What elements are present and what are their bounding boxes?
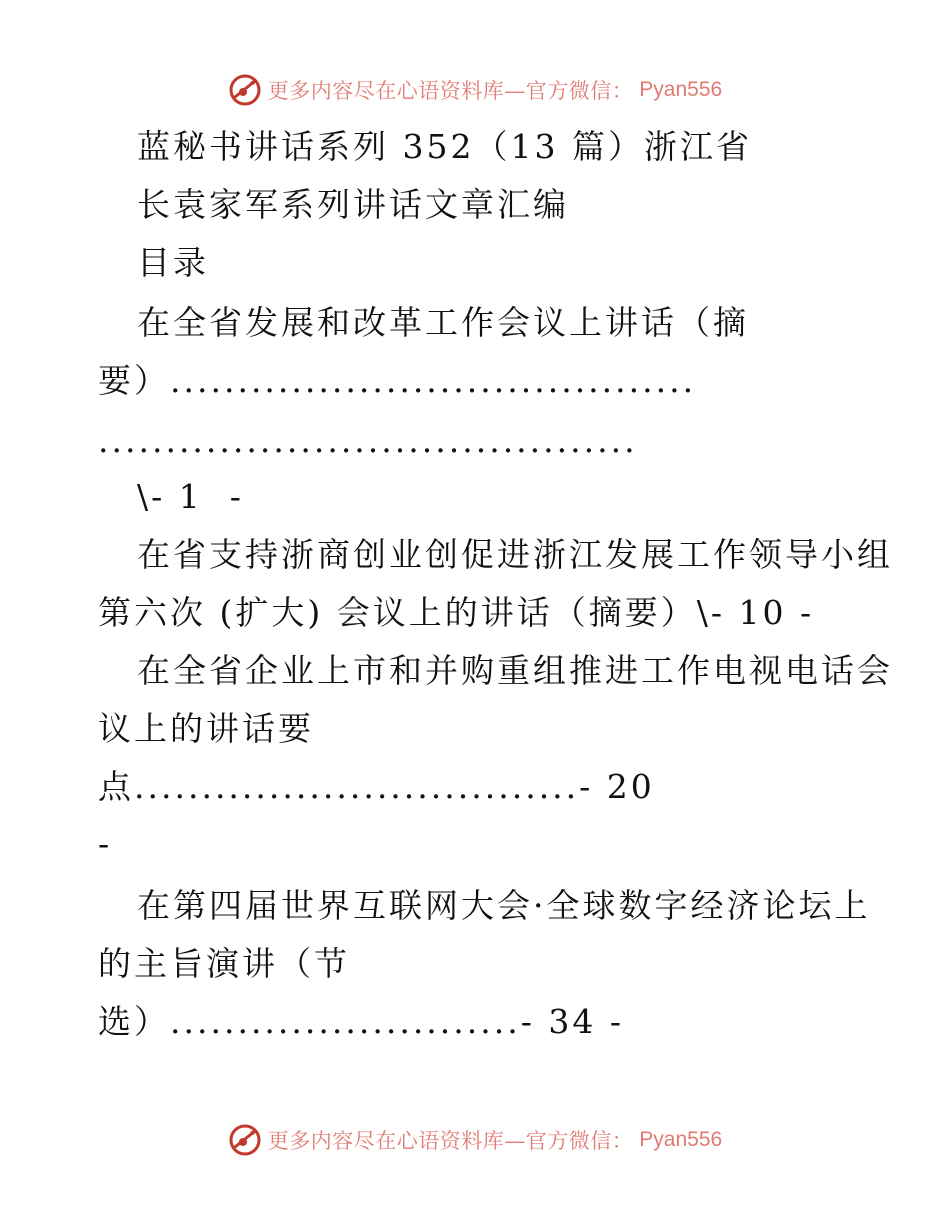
toc-entry-1-line-1[interactable]: 在全省发展和改革工作会议上讲话（摘 [137, 303, 749, 342]
toc-entry-2-line-2[interactable]: 第六次 (扩大) 会议上的讲话（摘要）\- 10 - [98, 593, 815, 632]
toc-entry-3-line-3[interactable]: 点.................................- 20 [98, 767, 655, 806]
brand-logo-icon [228, 1123, 262, 1157]
wechat-id: Pyan556 [639, 78, 723, 101]
toc-entry-4-line-3[interactable]: 选）..........................- 34 - [98, 1002, 625, 1041]
toc-entry-3-line-1[interactable]: 在全省企业上市和并购重组推进工作电视电话会 [137, 651, 893, 690]
document-title-line-2: 长袁家军系列讲话文章汇编 [137, 185, 569, 224]
toc-entry-3-line-2[interactable]: 议上的讲话要 [98, 709, 314, 748]
toc-entry-4-line-1[interactable]: 在第四届世界互联网大会·全球数字经济论坛上 [137, 886, 871, 925]
document-title-line-1: 蓝秘书讲话系列 352（13 篇）浙江省 [137, 127, 752, 166]
banner-text: 更多内容尽在心语资料库—官方微信： [267, 79, 634, 103]
brand-logo-icon [228, 73, 262, 107]
toc-entry-4-line-2[interactable]: 的主旨演讲（节 [98, 944, 350, 983]
header-banner [0, 70, 950, 110]
toc-entry-2-line-1[interactable]: 在省支持浙商创业创促进浙江发展工作领导小组 [137, 535, 893, 574]
toc-entry-1-line-2[interactable]: 要）....................................... [98, 361, 697, 400]
toc-entry-3-page-tail[interactable]: - [98, 824, 113, 863]
toc-heading: 目录 [137, 243, 209, 282]
toc-entry-1-line-3[interactable]: ........................................ [98, 421, 638, 460]
toc-entry-1-page[interactable]: \- 1 - [137, 477, 244, 516]
banner-text: 更多内容尽在心语资料库—官方微信： [267, 1129, 634, 1153]
footer-banner [0, 1120, 950, 1160]
wechat-id: Pyan556 [639, 1128, 723, 1151]
